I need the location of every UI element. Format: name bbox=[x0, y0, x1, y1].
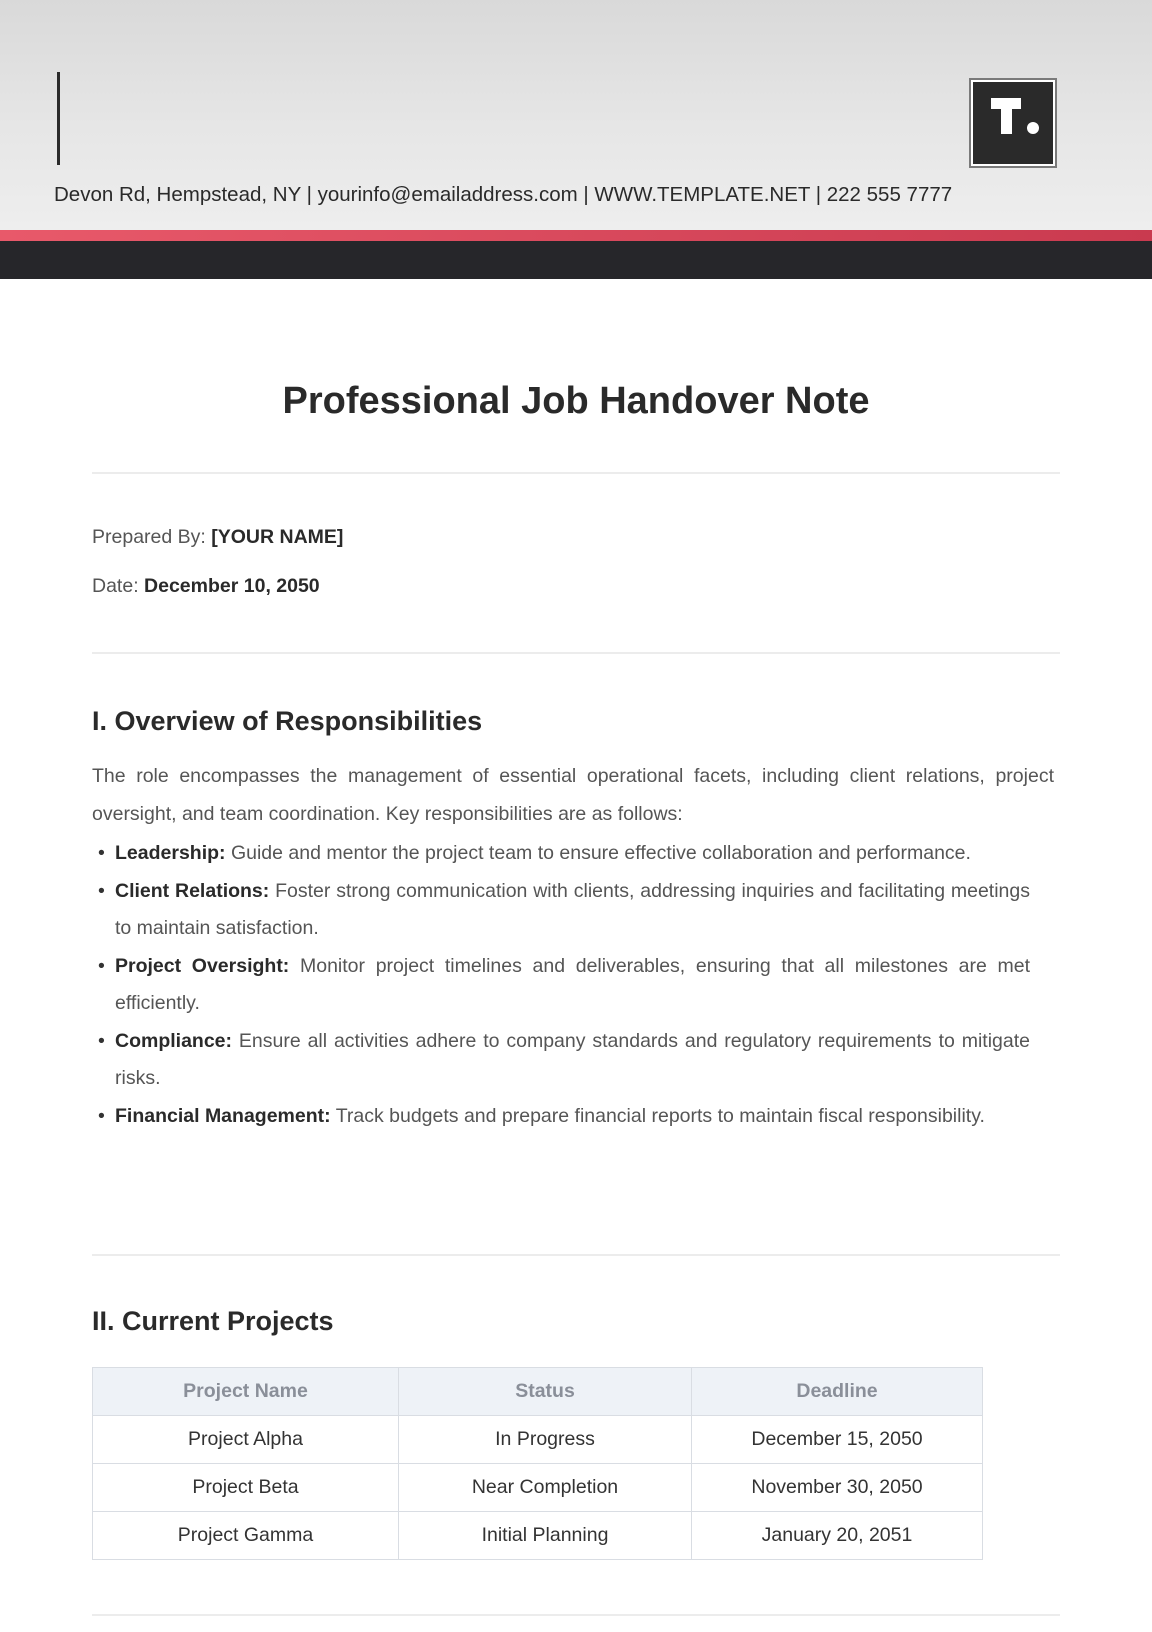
dark-band bbox=[0, 241, 1152, 279]
template-t-logo-icon bbox=[969, 78, 1057, 168]
projects-table bbox=[92, 1367, 983, 1560]
list-item bbox=[98, 835, 1030, 873]
cell-project-name: Project Beta bbox=[93, 1464, 399, 1512]
accent-stripe bbox=[0, 230, 1152, 241]
list-item-text: Foster strong communication with clients, addressing inquiries and facilitating meetings to maintain satisfaction. bbox=[115, 879, 1031, 939]
divider bbox=[92, 1254, 1060, 1256]
list-item-term: Project Oversight: bbox=[115, 954, 290, 977]
table-row bbox=[93, 1512, 983, 1560]
prepared-by-label: Prepared By: bbox=[92, 526, 206, 548]
prepared-by-value: [YOUR NAME] bbox=[211, 526, 344, 548]
divider bbox=[92, 652, 1060, 654]
overview-intro: The role encompasses the management of essential operational facets, including client relations, project oversight, and team coordination. Key responsibilities are as follows: bbox=[92, 765, 1054, 825]
list-item-term: Compliance: bbox=[115, 1029, 233, 1052]
cell-status: Initial Planning bbox=[399, 1512, 692, 1560]
table-header-row bbox=[93, 1368, 983, 1416]
letterhead bbox=[0, 0, 1152, 230]
divider bbox=[92, 472, 1060, 474]
column-header-status: Status bbox=[399, 1368, 692, 1416]
list-item bbox=[98, 948, 1030, 1023]
list-item bbox=[98, 1023, 1030, 1098]
responsibilities-list bbox=[98, 835, 1030, 1135]
document-date bbox=[92, 575, 320, 598]
list-item bbox=[98, 1098, 1030, 1136]
column-header-project-name: Project Name bbox=[93, 1368, 399, 1416]
list-item-text: Track budgets and prepare financial reports to maintain fiscal responsibility. bbox=[330, 1104, 985, 1127]
date-label: Date: bbox=[92, 575, 139, 597]
section-heading-overview: I. Overview of Responsibilities bbox=[92, 706, 483, 736]
list-item bbox=[98, 873, 1030, 948]
cell-project-name: Project Gamma bbox=[93, 1512, 399, 1560]
cell-deadline: December 15, 2050 bbox=[692, 1416, 983, 1464]
list-item-text: Monitor project timelines and deliverables, ensuring that all milestones are met efficiently. bbox=[115, 954, 1030, 1014]
contact-info: Devon Rd, Hempstead, NY | yourinfo@emailaddress.com | WWW.TEMPLATE.NET | 222 555 7777 bbox=[54, 183, 953, 206]
list-item-term: Client Relations: bbox=[115, 879, 270, 902]
accent-bar bbox=[57, 72, 60, 165]
date-value: December 10, 2050 bbox=[144, 575, 320, 597]
table-row bbox=[93, 1464, 983, 1512]
cell-status: Near Completion bbox=[399, 1464, 692, 1512]
list-item-term: Financial Management: bbox=[115, 1104, 331, 1127]
cell-deadline: January 20, 2051 bbox=[692, 1512, 983, 1560]
cell-deadline: November 30, 2050 bbox=[692, 1464, 983, 1512]
cell-status: In Progress bbox=[399, 1416, 692, 1464]
divider bbox=[92, 1614, 1060, 1616]
list-item-text: Ensure all activities adhere to company standards and regulatory requirements to mitigate risks. bbox=[115, 1029, 1030, 1089]
cell-project-name: Project Alpha bbox=[93, 1416, 399, 1464]
list-item-text: Guide and mentor the project team to ensure effective collaboration and performance. bbox=[225, 842, 971, 864]
page-title: Professional Job Handover Note bbox=[282, 380, 870, 422]
prepared-by bbox=[92, 526, 343, 549]
section-heading-projects: II. Current Projects bbox=[92, 1306, 334, 1336]
column-header-deadline: Deadline bbox=[692, 1368, 983, 1416]
list-item-term: Leadership: bbox=[115, 842, 226, 864]
table-row bbox=[93, 1416, 983, 1464]
